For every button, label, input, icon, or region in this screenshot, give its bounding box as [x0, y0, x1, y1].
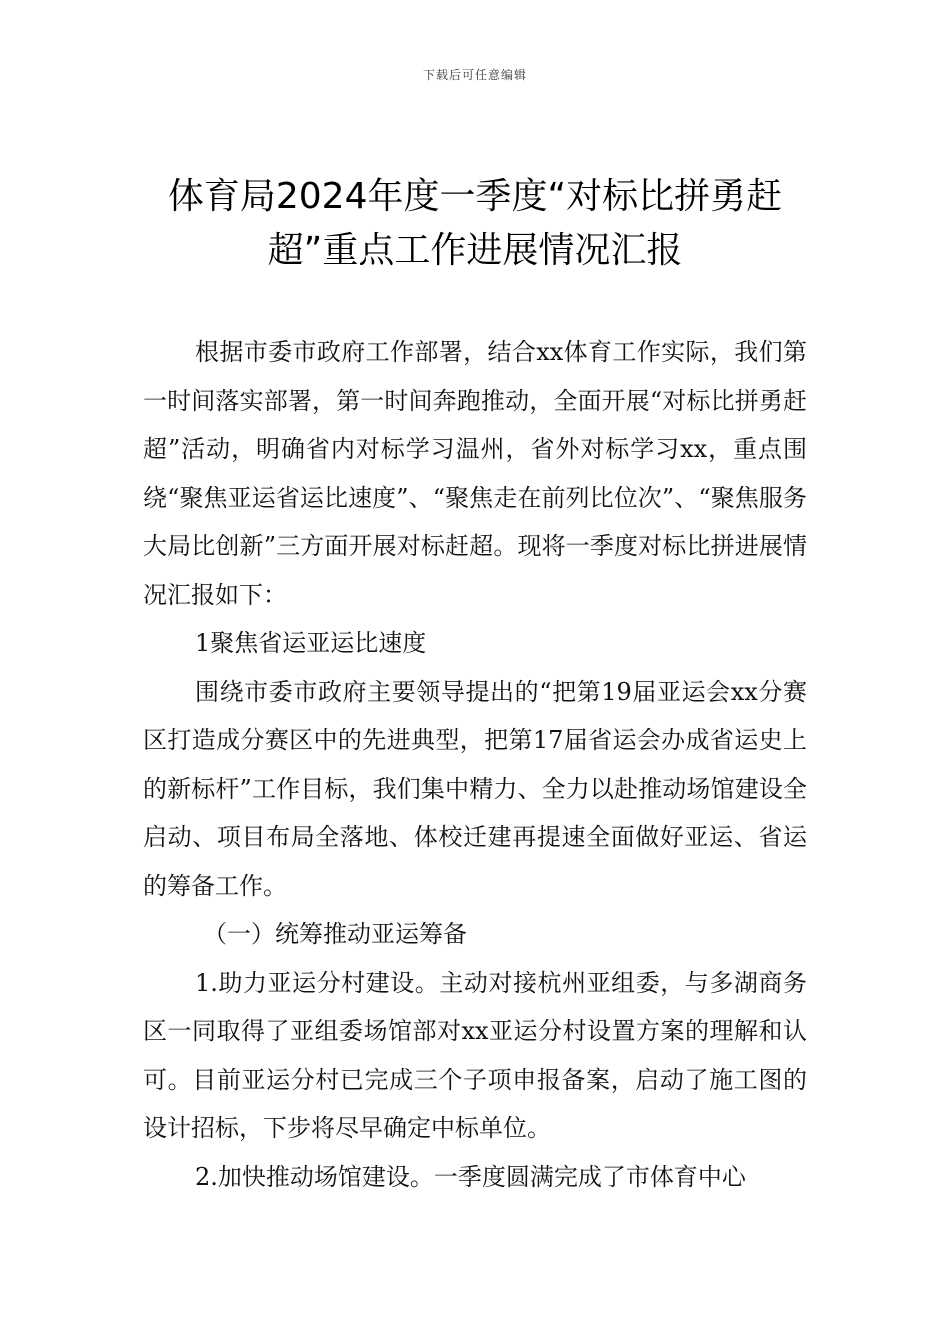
document-body	[143, 328, 807, 1201]
header-note: 下载后可任意编辑	[422, 68, 527, 82]
section-1-heading: 1聚焦省运亚运比速度	[195, 629, 427, 657]
section-1-paragraph: 围绕市委市政府主要领导提出的“把第19届亚运会xx分赛区打造成分赛区中的先进典型，把第17届省运会办成省运史上的新标杆”工作目标，我们集中精力、全力以赴推动场馆建设全启动、项目布局全落地、体校迁建再提速全面做好亚运、省运的筹备工作。	[143, 677, 807, 900]
subsection-1-heading: （一）统筹推动亚运筹备	[203, 920, 467, 948]
item-1-paragraph: 1.助力亚运分村建设。主动对接杭州亚组委，与多湖商务区一同取得了亚组委场馆部对xx亚运分村设置方案的理解和认可。目前亚运分村已完成三个子项申报备案，启动了施工图的设计招标，下步将尽早确定中标单位。	[143, 968, 807, 1142]
title-line-1: 体育局2024年度一季度“对标比拼勇赶	[167, 176, 783, 217]
intro-paragraph: 根据市委市政府工作部署，结合xx体育工作实际，我们第一时间落实部署，第一时间奔跑推动，全面开展“对标比拼勇赶超”活动，明确省内对标学习温州，省外对标学习xx，重点围绕“聚焦亚运省运比速度”、“聚焦走在前列比位次”、“聚焦服务大局比创新”三方面开展对标赶超。现将一季度对标比拼进展情况汇报如下：	[143, 338, 807, 609]
item-2-paragraph: 2.加快推动场馆建设。一季度圆满完成了市体育中心	[195, 1162, 746, 1191]
document-title	[120, 170, 830, 278]
title-line-2: 超”重点工作进展情况汇报	[267, 230, 683, 271]
